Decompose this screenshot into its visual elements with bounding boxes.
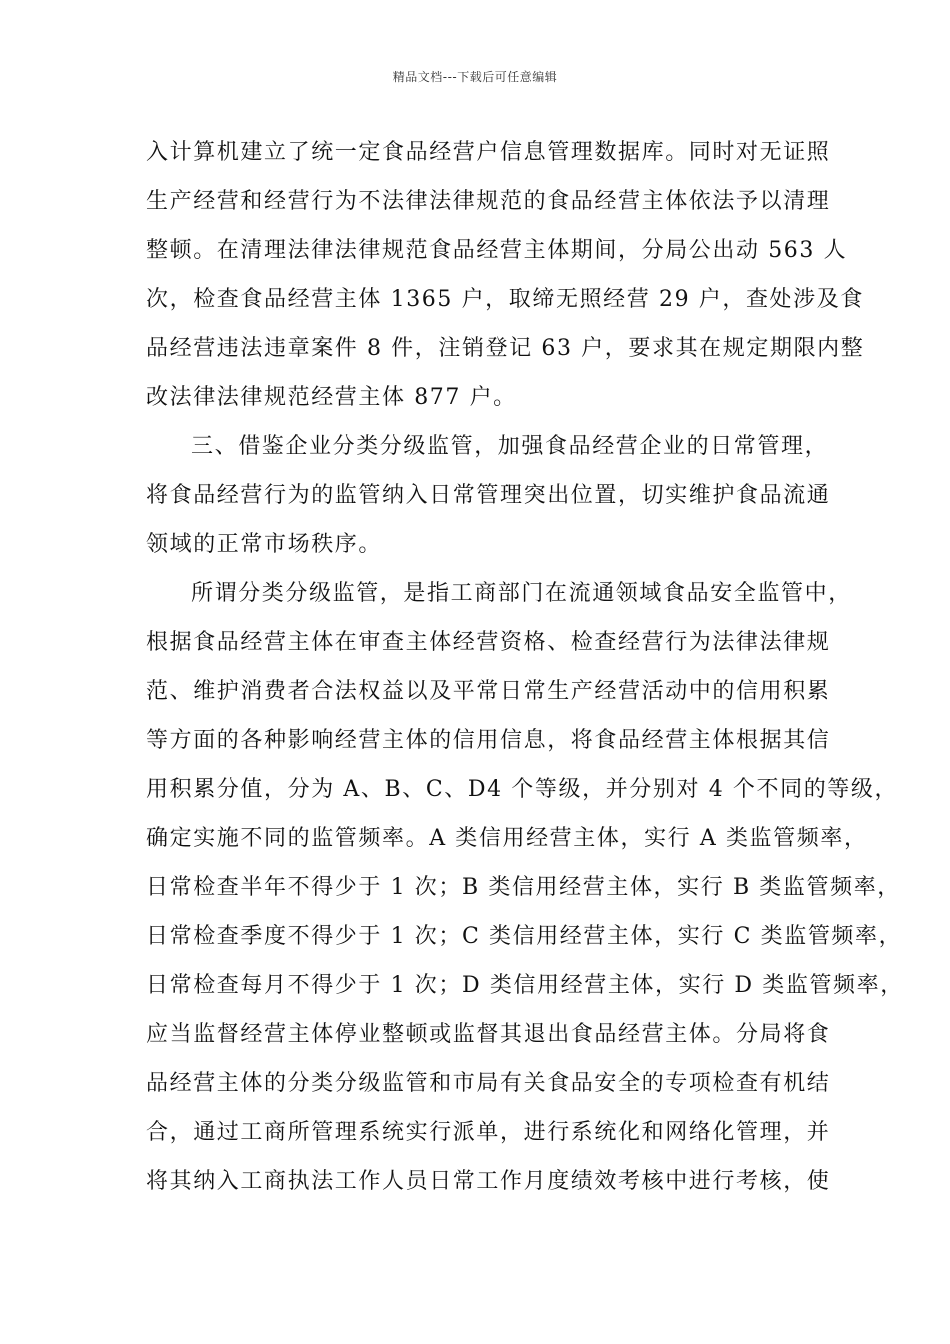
paragraph-3-line: 将其纳入工商执法工作人员日常工作月度绩效考核中进行考核，使: [146, 1169, 831, 1194]
paragraph-3-line: 所谓分类分级监管，是指工商部门在流通领域食品安全监管中，: [191, 581, 852, 606]
paragraph-3-line: 合，通过工商所管理系统实行派单，进行系统化和网络化管理，并: [146, 1120, 831, 1145]
paragraph-3-line: 根据食品经营主体在审查主体经营资格、检查经营行为法律法律规: [146, 630, 831, 655]
paragraph-3-line: 确定实施不同的监管频率。A 类信用经营主体，实行 A 类监管频率，: [146, 826, 868, 851]
paragraph-3-line: 日常检查每月不得少于 1 次；D 类信用经营主体，实行 D 类监管频率，: [146, 973, 904, 998]
document-body: [0, 128, 950, 1206]
paragraph-1-line: 改法律法律规范经营主体 877 户。: [146, 385, 517, 410]
paragraph-3-line: 等方面的各种影响经营主体的信用信息，将食品经营主体根据其信: [146, 728, 831, 753]
paragraph-1-line: 次，检查食品经营主体 1365 户，取缔无照经营 29 户，查处涉及食: [146, 287, 864, 312]
paragraph-3-line: 日常检查半年不得少于 1 次；B 类信用经营主体，实行 B 类监管频率，: [146, 875, 901, 900]
paragraph-3-line: 日常检查季度不得少于 1 次；C 类信用经营主体，实行 C 类监管频率，: [146, 924, 903, 949]
paragraph-1-line: 品经营违法违章案件 8 件，注销登记 63 户，要求其在规定期限内整: [146, 336, 865, 361]
paragraph-1-line: 整顿。在清理法律法律规范食品经营主体期间，分局公出动 563 人: [146, 238, 848, 263]
paragraph-3-line: 应当监督经营主体停业整顿或监督其退出食品经营主体。分局将食: [146, 1022, 831, 1047]
paragraph-1-line: 入计算机建立了统一定食品经营户信息管理数据库。同时对无证照: [146, 140, 831, 165]
paragraph-3-line: 范、维护消费者合法权益以及平常日常生产经营活动中的信用积累: [146, 679, 831, 704]
paragraph-2-line: 将食品经营行为的监管纳入日常管理突出位置，切实维护食品流通: [146, 483, 831, 508]
paragraph-3-line: 品经营主体的分类分级监管和市局有关食品安全的专项检查有机结: [146, 1071, 831, 1096]
paragraph-2-line: 三、借鉴企业分类分级监管，加强食品经营企业的日常管理，: [191, 434, 829, 459]
paragraph-2-line: 领域的正常市场秩序。: [146, 532, 383, 557]
paragraph-1-line: 生产经营和经营行为不法律法律规范的食品经营主体依法予以清理: [146, 189, 831, 214]
page-header: 精品文档---下载后可任意编辑: [392, 70, 558, 84]
paragraph-3-line: 用积累分值，分为 A、B、C、D4 个等级，并分别对 4 个不同的等级，: [146, 777, 899, 802]
